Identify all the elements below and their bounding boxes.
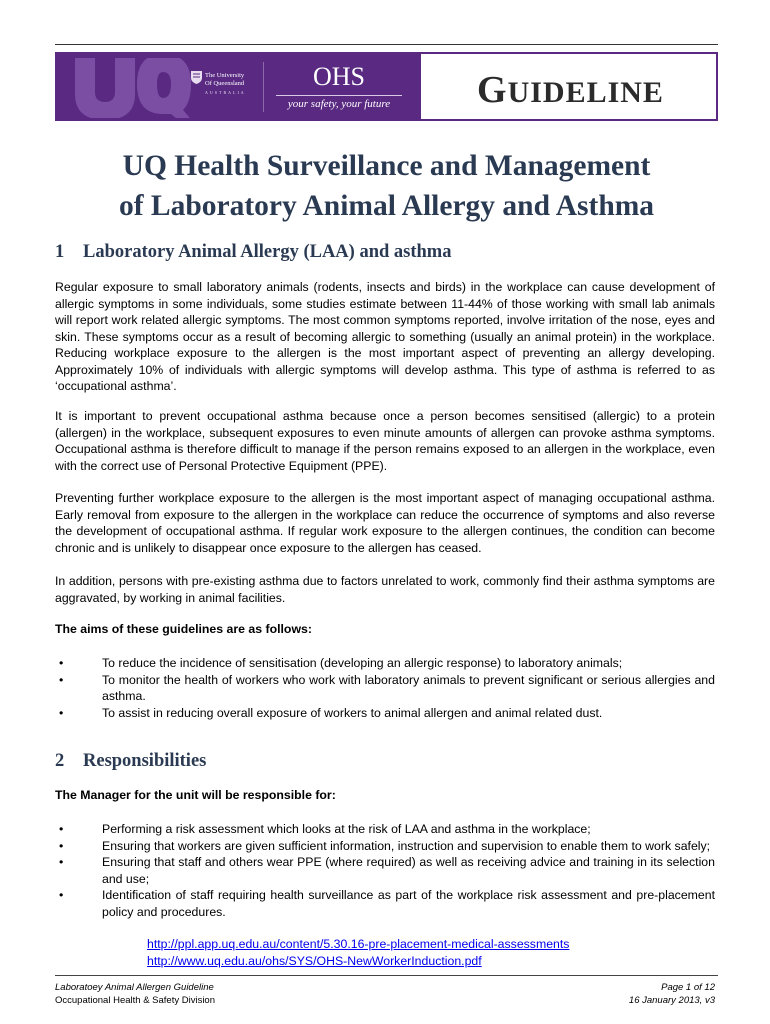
crest-icon (191, 71, 202, 84)
section-2-heading: 2 Responsibilities (55, 751, 207, 771)
brand-panel (57, 54, 421, 119)
header-banner (55, 52, 718, 121)
footer-right (629, 981, 715, 1007)
paragraph: Preventing further workplace exposure to the allergen is the most important aspect of managing occupational asthma. Early removal from exposure to the allergen in the workplace can reduce the occurrence of symptoms and also reverse the development of occupational asthma. If regular work exposure to the allergen continues, the condition can become chronic and is unlikely to disappear once exposure to the allergen has ceased. (55, 491, 715, 555)
list-item: • To assist in reducing overall exposure of workers to animal allergen and animal related dust. (59, 705, 603, 720)
responsibilities-list (55, 821, 715, 920)
ohs-title: OHS (312, 62, 365, 91)
document-title: UQ Health Surveillance and Management of Laboratory Animal Allergy and Asthma (118, 150, 655, 222)
manager-label: The Manager for the unit will be responsible for: (55, 788, 336, 802)
footer-doc-name: Laboratoey Animal Allergen Guideline (55, 982, 214, 993)
section-1-heading: 1 Laboratory Animal Allergy (LAA) and asthma (55, 242, 452, 262)
pre-placement-link[interactable]: http://ppl.app.uq.edu.au/content/5.30.16-pre-placement-medical-assessments (147, 937, 570, 951)
uq-logo (71, 58, 191, 118)
list-item: • To reduce the incidence of sensitisation (developing an allergic response) to laboratory animals; (59, 656, 623, 670)
new-worker-induction-link[interactable]: http://www.uq.edu.au/ohs/SYS/OHS-NewWorkerInduction.pdf (147, 953, 482, 968)
aims-list (55, 655, 715, 721)
footer-left (55, 981, 215, 1007)
paragraph: In addition, persons with pre-existing asthma due to factors unrelated to work, commonly find their asthma symptoms are aggravated, by working in animal facilities. (55, 574, 715, 605)
ohs-tagline: your safety, your future (287, 98, 391, 110)
paragraph: It is important to prevent occupational asthma because once a person becomes sensitised (allergic) to a protein (allergen) in the workplace, subsequent exposures to even minute amounts of allergen can provoke asthma symptoms. Occupational asthma is therefore difficult to manage if the person remains exposed to an allergen in the workplace, even with the correct use of Personal Protective Equipment (PPE). (55, 409, 715, 473)
list-item: • To monitor the health of workers who work with laboratory animals to prevent significant or serious allergies and asthma. (59, 672, 715, 703)
list-item: • Identification of staff requiring health surveillance as part of the workplace risk assessment and pre-placement policy and procedures. (59, 888, 715, 919)
ohs-divider (276, 95, 402, 96)
document-type: GUIDELINE (477, 69, 664, 111)
ohs-logo (263, 62, 414, 112)
list-item: • Performing a risk assessment which looks at the risk of LAA and asthma in the workplace; (59, 822, 591, 836)
footer-page-number: Page 1 of 12 (661, 982, 715, 993)
paragraph: Regular exposure to small laboratory animals (rodents, insects and birds) in the workplace can cause development of allergic symptoms in some individuals, some studies estimate between 11-44% of those working with small lab animals will report work related allergic symptoms. The most common symptoms reported, involve irritation of the nose, eyes and skin. These symptoms occur as a result of becoming allergic to something (usually an animal protein) in the workplace. Reducing workplace exposure to the allergen is the most important aspect of preventing an allergy developing. Approximately 10% of individuals with allergic symptoms will develop asthma. This type of asthma is referred to as ‘occupational asthma’. (55, 280, 715, 393)
list-item: • Ensuring that staff and others wear PPE (where required) as well as receiving advice and training in its selection and use; (59, 855, 715, 886)
header-rule (55, 44, 718, 45)
footer-date-version: 16 January 2013, v3 (628, 995, 715, 1006)
reference-links (147, 936, 569, 969)
aims-label: The aims of these guidelines are as follows: (55, 622, 312, 636)
university-name: The University Of Queensland (205, 72, 245, 87)
list-item: • Ensuring that workers are given sufficient information, instruction and supervision to enable them to work safely; (59, 838, 711, 853)
university-country: AUSTRALIA (205, 90, 246, 95)
footer-division: Occupational Health & Safety Division (55, 995, 215, 1006)
footer-rule (55, 975, 718, 976)
